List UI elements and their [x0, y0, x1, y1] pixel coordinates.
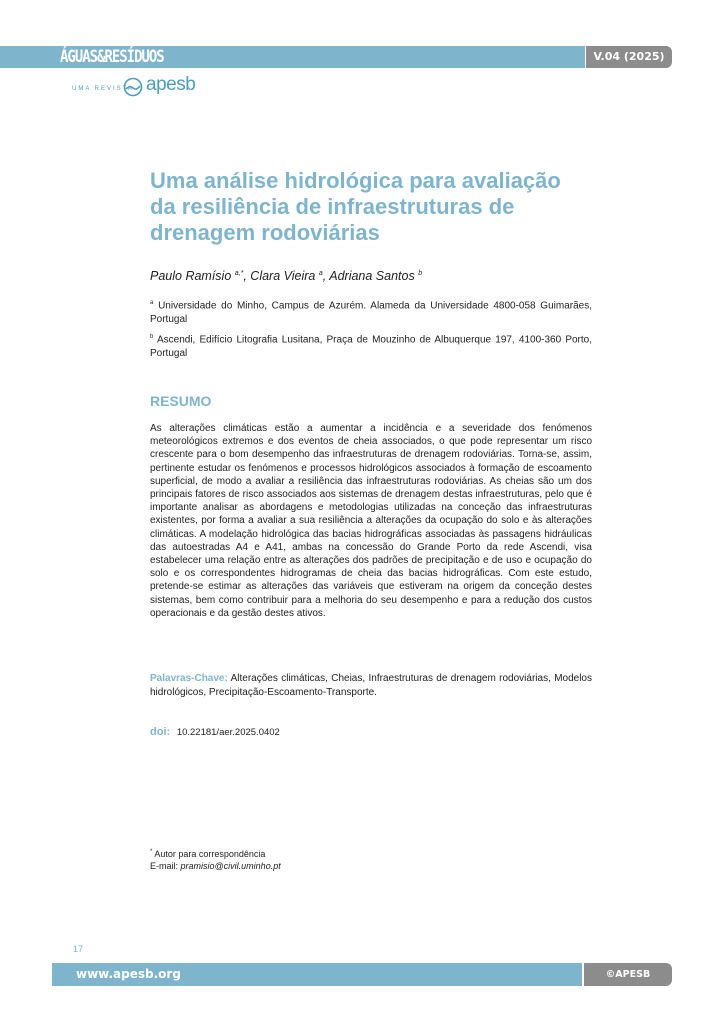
author-list: Paulo Ramísio $^{a,*}$, Clara Vieira $^a$, Adriana Santos $^b$	[150, 269, 423, 283]
email-address[interactable]: pramisio@civil.uminho.pt	[180, 861, 281, 871]
keywords	[150, 672, 592, 699]
volume-badge: V.04 (2025)	[586, 46, 672, 68]
doi-label: doi:	[150, 726, 171, 738]
doi-value[interactable]: 10.22181/aer.2025.0402	[176, 727, 280, 738]
affiliation-mark: b	[150, 334, 154, 340]
email-label: E-mail:	[150, 861, 179, 871]
abstract-body: As alterações climáticas estão a aumentar a incidência e a severidade dos fenómenos meteorológicos extremos e dos eventos de cheia associados, o que pode representar um risco crescente para o bom desempenho das infraestruturas de drenagem rodoviárias. Torna-se, assim, pertinente estudar os fenómenos e processos hidrológicos associados à formação de escoamento superficial, de modo a avaliar a resiliência das infraestruturas rodoviárias. As cheias são um dos principais fatores de risco associados aos sistemas de drenagem destas infraestruturas, pelo que é importante analisar as abordagens e metodologias utilizadas na conceção das infraestruturas existentes, por forma a avaliar a sua resiliência a alterações da ocupação do solo e às alterações climáticas. A modelação hidrológica das bacias hidrográficas associadas às passagens hidráulicas das autoestradas A4 e A41, ambas na concessão do Grande Porto da rede Ascendi, visa estabelecer uma relação entre as alterações dos padrões de precipitação e de uso e ocupação do solo e os correspondentes hidrogramas de cheia das bacias hidrográficas. Com este estudo, pretende-se estimar as alterações das variáveis que estiveram na origem da conceção destes sistemas, bem como contribuir para a melhoria do seu desempenho e para a redução dos custos operacionais e da gestão destes ativos.	[150, 423, 592, 619]
journal-title: ÁGUAS&RESÍDUOS	[60, 47, 164, 67]
author-affiliation-mark: b	[418, 269, 423, 277]
footnote-text: Autor para correspondência	[154, 849, 266, 859]
correspondence-footnote	[150, 846, 281, 872]
footnote-mark: *	[150, 849, 153, 855]
brand-subtitle: UMA REVISTA	[72, 86, 134, 92]
author-name: Adriana Santos	[329, 269, 415, 283]
apesb-logo-icon	[123, 77, 143, 97]
keywords-label: Palavras-Chave:	[150, 673, 228, 684]
doi	[150, 726, 280, 738]
brand-logo: apesb	[146, 74, 196, 95]
affiliation	[150, 297, 592, 326]
affiliation	[150, 331, 592, 360]
abstract-heading: RESUMO	[150, 393, 212, 409]
footer-copyright: ©APESB	[584, 963, 672, 986]
page-number: 17	[73, 944, 84, 954]
article-title: Uma análise hidrológica para avaliação da resiliência de infraestruturas de drenagem rodoviárias	[150, 168, 561, 245]
footer-website-link[interactable]: www.apesb.org	[76, 967, 181, 981]
keywords-text: Alterações climáticas, Cheias, Infraestruturas de drenagem rodoviárias, Modelos hidrológicos, Precipitação-Escoamento-Transporte.	[150, 673, 592, 698]
author-name: Paulo Ramísio	[150, 269, 232, 283]
author-name: Clara Vieira	[250, 269, 316, 283]
affiliation-text: Ascendi, Edifício Litografia Lusitana, Praça de Mouzinho de Albuquerque 197, 4100-360 Porto, Portugal	[150, 334, 592, 359]
affiliation-mark: a	[150, 300, 154, 306]
author-affiliation-mark: a,*	[234, 269, 244, 277]
affiliation-text: Universidade do Minho, Campus de Azurém. Alameda da Universidade 4800-058 Guimarães, Portugal	[150, 300, 592, 325]
author-affiliation-mark: a	[318, 269, 323, 277]
